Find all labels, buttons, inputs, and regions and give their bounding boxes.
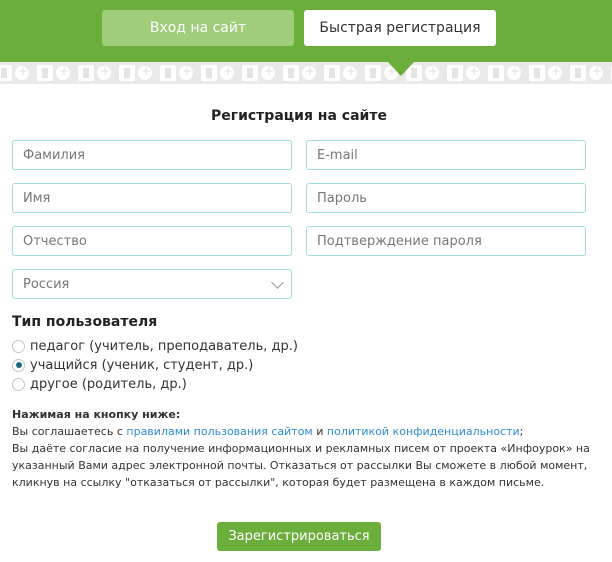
document-plus-icon <box>529 65 563 81</box>
decorative-pattern <box>0 62 612 84</box>
radio-button-checked[interactable] <box>12 359 25 372</box>
notice-and: и <box>312 425 327 438</box>
document-plus-icon <box>570 65 604 81</box>
password-field[interactable] <box>306 183 586 213</box>
email-field[interactable] <box>306 140 586 170</box>
document-plus-icon <box>488 65 522 81</box>
notice-agreement-line <box>12 423 592 440</box>
consent-notice <box>12 406 592 491</box>
notice-consent-text: Вы даёте согласие на получение информационных и рекламных писем от проекта «Инфоурок» на указанный Вами адрес электронной почты. Отказаться от рассылки Вы сможете в любой момент, кликнув на ссылку "отказаться от рассылки", которая будет размещена в каждом письме. <box>12 442 590 489</box>
surname-field[interactable] <box>12 140 292 170</box>
document-plus-icon <box>324 65 358 81</box>
notice-prefix: Вы соглашаетесь с <box>12 425 127 438</box>
notice-suffix: ; <box>519 425 524 438</box>
document-plus-icon <box>201 65 235 81</box>
privacy-link[interactable]: политикой конфиденциальности <box>326 425 520 438</box>
name-field[interactable] <box>12 183 292 213</box>
document-plus-icon <box>160 65 194 81</box>
document-plus-icon <box>119 65 153 81</box>
tab-quick-registration[interactable]: Быстрая регистрация <box>304 10 496 46</box>
country-select[interactable] <box>12 269 292 299</box>
radio-label: другое (родитель, др.) <box>30 376 187 392</box>
tab-login[interactable]: Вход на сайт <box>102 10 294 46</box>
triangle-pointer-icon <box>388 62 414 76</box>
chevron-down-icon <box>271 276 284 289</box>
surname-placeholder: Фамилия <box>23 147 85 163</box>
header-bar <box>0 0 612 62</box>
radio-option-teacher[interactable] <box>12 337 298 355</box>
country-value: Россия <box>23 276 70 292</box>
document-plus-icon <box>283 65 317 81</box>
radio-option-student[interactable] <box>12 356 253 374</box>
notice-title: Нажимая на кнопку ниже: <box>12 408 181 421</box>
user-type-title: Тип пользователя <box>12 314 158 330</box>
radio-option-other[interactable] <box>12 375 187 393</box>
radio-label: педагог (учитель, преподаватель, др.) <box>30 338 298 354</box>
document-plus-icon <box>0 65 30 81</box>
document-plus-icon <box>78 65 112 81</box>
patronymic-placeholder: Отчество <box>23 233 87 249</box>
patronymic-field[interactable] <box>12 226 292 256</box>
document-plus-icon <box>37 65 71 81</box>
document-plus-icon <box>242 65 276 81</box>
name-placeholder: Имя <box>23 190 51 206</box>
document-plus-icon <box>447 65 481 81</box>
rules-link[interactable]: правилами пользования сайтом <box>126 425 313 438</box>
register-button[interactable]: Зарегистрироваться <box>217 522 381 551</box>
radio-label: учащийся (ученик, студент, др.) <box>30 357 254 373</box>
password-confirm-placeholder: Подтверждение пароля <box>317 233 482 249</box>
password-placeholder: Пароль <box>317 190 367 206</box>
form-title: Регистрация на сайте <box>211 108 387 124</box>
radio-button[interactable] <box>12 378 25 391</box>
email-placeholder: E-mail <box>317 147 358 163</box>
radio-button[interactable] <box>12 340 25 353</box>
password-confirm-field[interactable] <box>306 226 586 256</box>
